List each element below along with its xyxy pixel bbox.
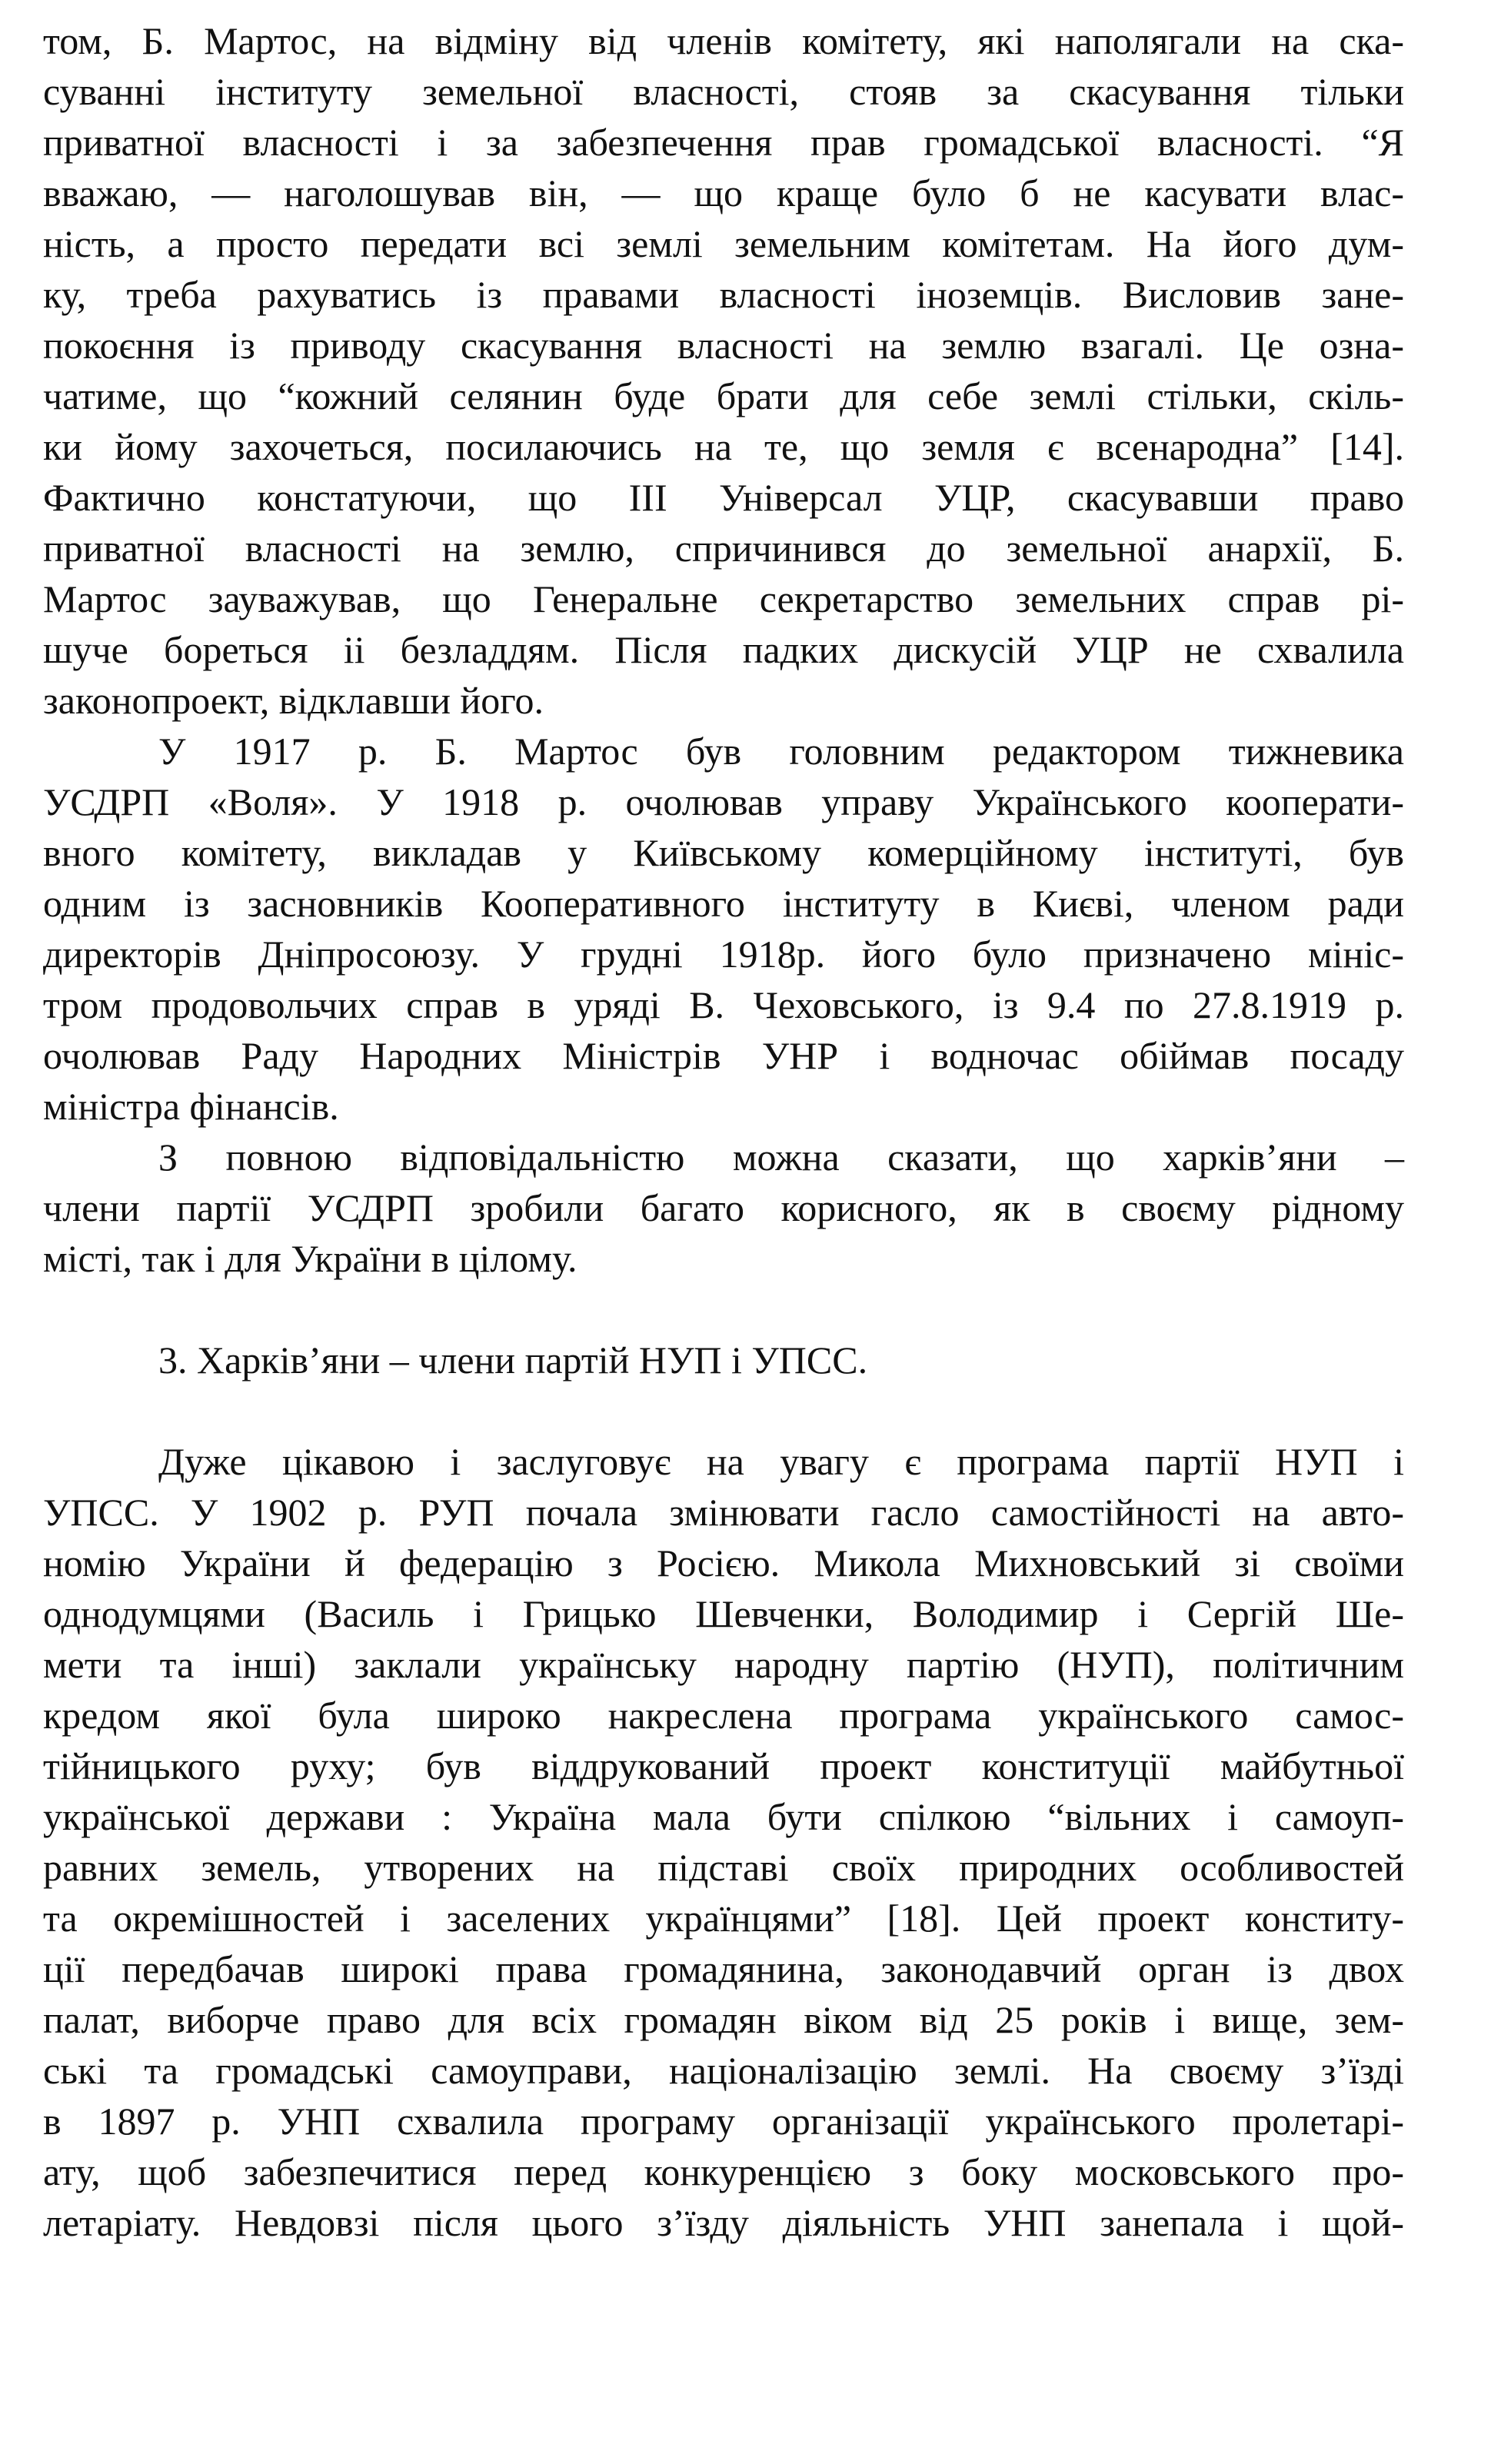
text-line: З повною відповідальністю можна сказати, що харків’яни – xyxy=(158,1136,1404,1179)
text-line: летаріату. Невдовзі після цього з’їзду діяльність УНП занепала і щой- xyxy=(43,2201,1404,2244)
blank-line xyxy=(43,1385,1404,1436)
text-line: мети та інші) заклали українську народну партію (НУП), політичним xyxy=(43,1643,1404,1686)
text-line: том, Б. Мартос, на відміну від членів комітету, які наполягали на ска- xyxy=(43,19,1404,62)
text-line: покоєння із приводу скасування власності на землю взагалі. Це озна- xyxy=(43,324,1404,367)
text-line: ські та громадські самоуправи, націоналізацію землі. На своєму з’їзді xyxy=(43,2049,1404,2092)
text-line: директорів Дніпросоюзу. У грудні 1918р. його було призначено мініс- xyxy=(43,933,1404,976)
text-line: Фактично констатуючи, що ІІІ Універсал УЦР, скасувавши право xyxy=(43,476,1404,519)
text-line: міністра фінансів. xyxy=(43,1085,339,1128)
blank-line xyxy=(43,1284,1404,1335)
text-line: суванні інституту земельної власності, стояв за скасування тільки xyxy=(43,70,1404,113)
paragraph xyxy=(43,1132,1404,1284)
text-line: приватної власності і за забезпечення прав громадської власності. “Я xyxy=(43,121,1404,164)
text-line: очолював Раду Народних Міністрів УНР і водночас обіймав посаду xyxy=(43,1034,1404,1077)
text-line: одним із засновників Кооперативного інституту в Києві, членом ради xyxy=(43,882,1404,925)
text-line: чатиме, що “кожний селянин буде брати для себе землі стільки, скіль- xyxy=(43,374,1404,417)
text-line: члени партії УСДРП зробили багато корисного, як в своєму рідному xyxy=(43,1186,1404,1229)
text-line: в 1897 р. УНП схвалила програму організації українського пролетарі- xyxy=(43,2100,1404,2143)
text-line: ції передбачав широкі права громадянина, законодавчий орган із двох xyxy=(43,1947,1404,1990)
text-line: Мартос зауважував, що Генеральне секретарство земельних справ рі- xyxy=(43,577,1404,620)
text-line: ку, треба рахуватись із правами власності іноземців. Висловив зане- xyxy=(43,273,1404,316)
text-line: шуче бореться іі безладдям. Після падких дискусій УЦР не схвалила xyxy=(43,628,1404,671)
text-line: законопроект, відклавши його. xyxy=(43,679,544,722)
text-line: кредом якої була широко накреслена програма українського самос- xyxy=(43,1694,1404,1737)
text-line: УПСС. У 1902 р. РУП почала змінювати гасло самостійності на авто- xyxy=(43,1491,1404,1534)
text-line: УСДРП «Воля». У 1918 р. очолював управу Українського кооперати- xyxy=(43,780,1404,823)
text-line: української держави : Україна мала бути спілкою “вільних і самоуп- xyxy=(43,1795,1404,1838)
text-line: однодумцями (Василь і Грицько Шевченки, Володимир і Сергій Ше- xyxy=(43,1592,1404,1635)
text-line: тійницького руху; був віддрукований проект конституції майбутньої xyxy=(43,1744,1404,1787)
text-line: та окремішностей і заселених українцями” [18]. Цей проект конститу- xyxy=(43,1897,1404,1940)
paragraph xyxy=(43,726,1404,1132)
text-line: вного комітету, викладав у Київському комерційному інституті, був xyxy=(43,831,1404,874)
text-line: місті, так і для України в цілому. xyxy=(43,1237,577,1280)
text-line: приватної власності на землю, спричинився до земельної анархії, Б. xyxy=(43,527,1404,570)
text-line: ність, а просто передати всі землі земельним комітетам. На його дум- xyxy=(43,222,1404,265)
text-line: Дуже цікавою і заслуговує на увагу є програма партії НУП і xyxy=(158,1440,1404,1483)
section-heading: 3. Харків’яни – члени партій НУП і УПСС. xyxy=(158,1338,868,1382)
text-line: тром продовольчих справ в уряді В. Чеховського, із 9.4 по 27.8.1919 р. xyxy=(43,983,1404,1026)
text-line: ки йому захочеться, посилаючись на те, що земля є всенародна” [14]. xyxy=(43,425,1404,468)
text-line: равних земель, утворених на підставі своїх природних особливостей xyxy=(43,1846,1404,1889)
text-line: ату, щоб забезпечитися перед конкуренцією з боку московського про- xyxy=(43,2150,1404,2193)
paragraph xyxy=(43,1436,1404,2248)
text-line: У 1917 р. Б. Мартос був головним редактором тижневика xyxy=(158,730,1404,773)
text-line: номію України й федерацію з Росією. Микола Михновський зі своїми xyxy=(43,1541,1404,1584)
paragraph xyxy=(43,15,1404,726)
text-line: палат, виборче право для всіх громадян віком від 25 років і вище, зем- xyxy=(43,1998,1404,2041)
document-page xyxy=(43,15,1404,2248)
text-line: вважаю, — наголошував він, — що краще було б не касувати влас- xyxy=(43,171,1404,214)
